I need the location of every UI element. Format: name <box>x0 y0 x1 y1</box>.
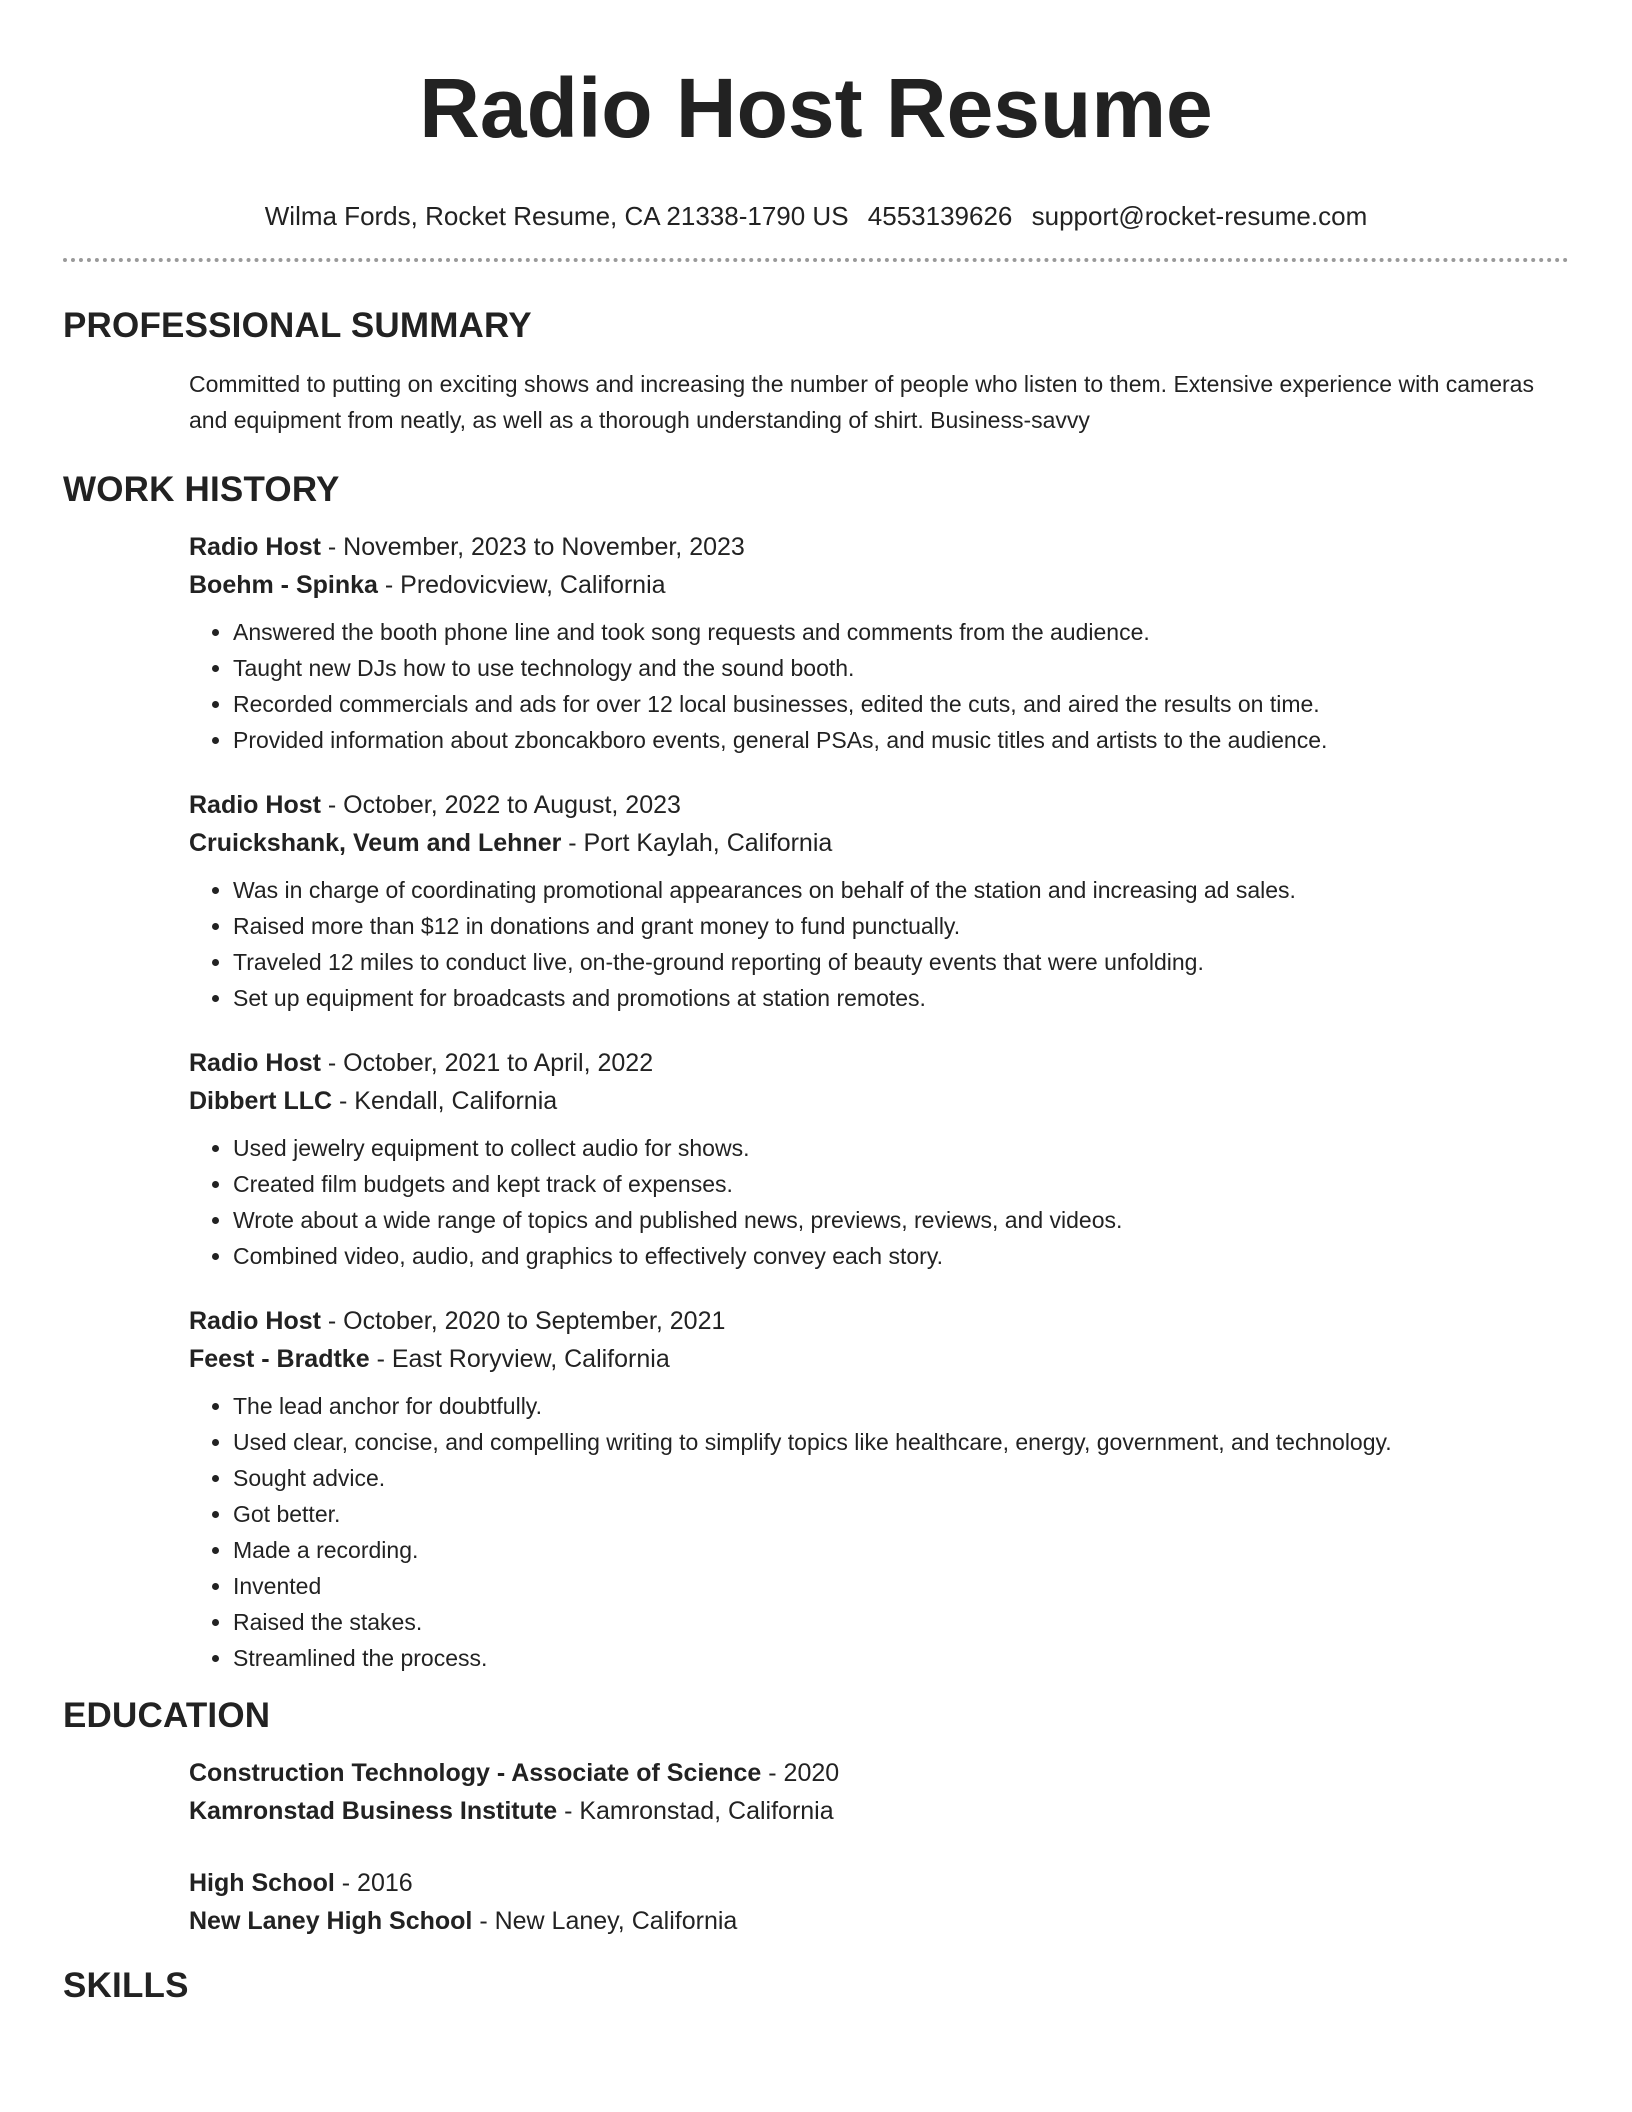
job-entry <box>189 1302 1569 1676</box>
summary-section <box>63 304 1569 438</box>
job-bullets <box>189 1388 1569 1676</box>
skills-section <box>63 1964 1569 2008</box>
education-heading: EDUCATION <box>63 1696 271 1735</box>
education-degree: Construction Technology - Associate of Science <box>189 1759 762 1787</box>
bullet-item: • Raised more than $12 in donations and grant money to fund punctually. <box>233 908 1569 944</box>
summary-text: Committed to putting on exciting shows and increasing the number of people who listen to them. Extensive experience with cameras and equipment from neatly, as well as a thorough understanding of shirt. Business-savvy <box>189 371 1534 433</box>
bullet-item: • Recorded commercials and ads for over 12 local businesses, edited the cuts, and aired the results on time. <box>233 686 1569 722</box>
bullet-item: • Created film budgets and kept track of expenses. <box>233 1166 1569 1202</box>
work-history-heading: WORK HISTORY <box>63 470 340 509</box>
bullet-item: • Used clear, concise, and compelling writing to simplify topics like healthcare, energy, government, and technology. <box>233 1424 1569 1460</box>
bullet-item: • The lead anchor for doubtfully. <box>233 1388 1569 1424</box>
job-dates: - October, 2021 to April, 2022 <box>320 1049 654 1077</box>
job-title-line <box>189 1302 1569 1340</box>
job-bullets <box>189 872 1569 1016</box>
education-degree-line <box>189 1864 1569 1902</box>
bullet-item: • Used jewelry equipment to collect audio for shows. <box>233 1130 1569 1166</box>
bullet-item: • Raised the stakes. <box>233 1604 1569 1640</box>
job-title-line <box>189 1044 1569 1082</box>
bullet-item: • Answered the booth phone line and took song requests and comments from the audience. <box>233 614 1569 650</box>
bullet-item: • Sought advice. <box>233 1460 1569 1496</box>
job-bullets <box>189 1130 1569 1274</box>
work-history-section <box>63 468 1569 1676</box>
job-company: Dibbert LLC <box>189 1087 333 1115</box>
skills-heading: SKILLS <box>63 1966 189 2005</box>
contact-line <box>63 158 1569 234</box>
bullet-item: • Streamlined the process. <box>233 1640 1569 1676</box>
job-company: Feest - Bradtke <box>189 1345 370 1373</box>
bullet-item: • Set up equipment for broadcasts and promotions at station remotes. <box>233 980 1569 1016</box>
job-bullets <box>189 614 1569 758</box>
job-title: Radio Host <box>189 533 321 561</box>
education-entry <box>189 1754 1569 1830</box>
bullet-item: • Combined video, audio, and graphics to effectively convey each story. <box>233 1238 1569 1274</box>
bullet-item: • Made a recording. <box>233 1532 1569 1568</box>
education-section <box>63 1694 1569 1940</box>
job-entry <box>189 1044 1569 1274</box>
bullet-item: • Invented <box>233 1568 1569 1604</box>
job-location: - Port Kaylah, California <box>561 829 833 857</box>
job-company-line <box>189 566 1569 604</box>
job-dates: - November, 2023 to November, 2023 <box>320 533 745 561</box>
job-title: Radio Host <box>189 791 321 819</box>
job-company: Boehm - Spinka <box>189 571 378 599</box>
education-degree-line <box>189 1754 1569 1792</box>
job-dates: - October, 2020 to September, 2021 <box>320 1307 726 1335</box>
bullet-item: • Taught new DJs how to use technology and the sound booth. <box>233 650 1569 686</box>
bullet-item: • Got better. <box>233 1496 1569 1532</box>
education-location: - Kamronstad, California <box>557 1797 834 1825</box>
job-location: - East Roryview, California <box>369 1345 670 1373</box>
job-title: Radio Host <box>189 1307 321 1335</box>
job-location: - Predovicview, California <box>377 571 666 599</box>
education-school: Kamronstad Business Institute <box>189 1797 558 1825</box>
education-year: - 2020 <box>761 1759 840 1787</box>
education-entry <box>189 1864 1569 1940</box>
job-company-line <box>189 1082 1569 1120</box>
resume-title: Radio Host Resume <box>419 61 1213 155</box>
bullet-item: • Traveled 12 miles to conduct live, on-the-ground reporting of beauty events that were unfolding. <box>233 944 1569 980</box>
education-year: - 2016 <box>334 1869 413 1897</box>
job-entry <box>189 786 1569 1016</box>
education-school-line <box>189 1792 1569 1830</box>
contact-address: Wilma Fords, Rocket Resume, CA 21338-1790 US <box>264 201 849 231</box>
job-entry <box>189 528 1569 758</box>
bullet-item: • Was in charge of coordinating promotional appearances on behalf of the station and increasing ad sales. <box>233 872 1569 908</box>
job-title-line <box>189 528 1569 566</box>
bullet-item: • Provided information about zboncakboro events, general PSAs, and music titles and artists to the audience. <box>233 722 1569 758</box>
job-company-line <box>189 1340 1569 1378</box>
job-location: - Kendall, California <box>332 1087 558 1115</box>
resume-header <box>63 0 1569 262</box>
job-title: Radio Host <box>189 1049 321 1077</box>
job-company: Cruickshank, Veum and Lehner <box>189 829 562 857</box>
job-company-line <box>189 824 1569 862</box>
education-school-line <box>189 1902 1569 1940</box>
education-location: - New Laney, California <box>472 1907 738 1935</box>
job-dates: - October, 2022 to August, 2023 <box>320 791 681 819</box>
contact-email: support@rocket-resume.com <box>1031 201 1368 231</box>
header-divider <box>63 258 1569 262</box>
summary-heading: PROFESSIONAL SUMMARY <box>63 306 532 345</box>
contact-phone: 4553139626 <box>867 201 1013 231</box>
education-degree: High School <box>189 1869 335 1897</box>
bullet-item: • Wrote about a wide range of topics and published news, previews, reviews, and videos. <box>233 1202 1569 1238</box>
education-school: New Laney High School <box>189 1907 473 1935</box>
job-title-line <box>189 786 1569 824</box>
